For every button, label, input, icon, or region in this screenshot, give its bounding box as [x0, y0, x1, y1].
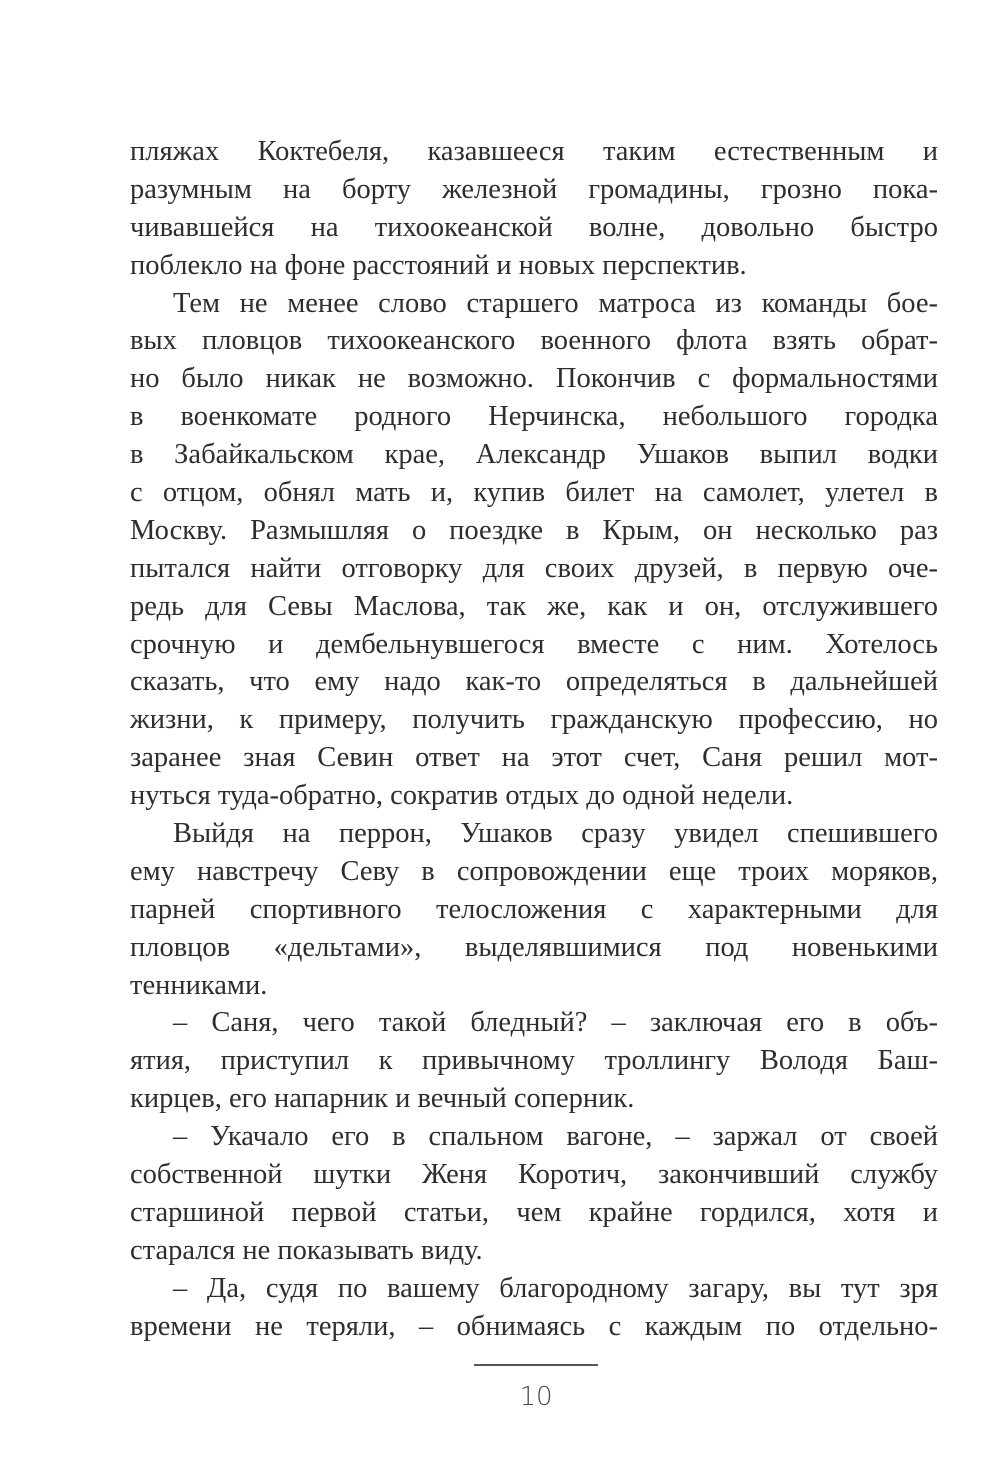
- text-line: в Забайкальском крае, Александр Ушаков выпил водки: [130, 439, 938, 471]
- text-line: поблекло на фоне расстояний и новых перспектив.: [130, 249, 747, 281]
- text-line: ятия, приступил к привычному троллингу Володя Баш-: [130, 1045, 938, 1077]
- text-line: кирцев, его напарник и вечный соперник.: [130, 1083, 635, 1115]
- text-line: тенниками.: [130, 969, 268, 1001]
- text-line: пловцов «дельтами», выделявшимися под новенькими: [130, 931, 938, 963]
- text-line: пляжах Коктебеля, казавшееся таким естественным и: [130, 136, 938, 167]
- text-line: собственной шутки Женя Коротич, закончивший службу: [130, 1159, 938, 1191]
- text-line: вых пловцов тихоокеанского военного флота взять обрат-: [130, 325, 938, 357]
- text-line: нуться туда-обратно, сократив отдых до одной недели.: [130, 780, 794, 812]
- text-line: – Саня, чего такой бледный? – заключая его в объ-: [173, 1007, 938, 1039]
- text-line: сказать, что ему надо как-то определяться в дальнейшей: [130, 666, 938, 698]
- text-line: Выйдя на перрон, Ушаков сразу увидел спешившего: [173, 818, 938, 850]
- text-line: Москву. Размышляя о поездке в Крым, он несколько раз: [130, 514, 938, 546]
- text-line: разумным на борту железной громадины, грозно пока-: [130, 173, 938, 205]
- text-line: ему навстречу Севу в сопровождении еще троих моряков,: [130, 855, 938, 887]
- text-line: старшиной первой статьи, чем крайне гордился, хотя и: [130, 1196, 938, 1228]
- text-line: срочную и дембельнувшегося вместе с ним. Хотелось: [130, 628, 938, 660]
- footer-rule: [474, 1364, 598, 1366]
- text-line: заранее зная Севин ответ на этот счет, Саня решил мот-: [130, 742, 938, 774]
- text-line: старался не показывать виду.: [130, 1234, 483, 1266]
- body-text: [130, 133, 938, 1346]
- text-line: – Укачало его в спальном вагоне, – заржал от своей: [173, 1121, 938, 1153]
- page-number: 10: [519, 1382, 553, 1412]
- text-line: жизни, к примеру, получить гражданскую профессию, но: [130, 704, 938, 736]
- text-line: редь для Севы Маслова, так же, как и он, отслужившего: [130, 590, 938, 622]
- text-line: – Да, судя по вашему благородному загару, вы тут зря: [173, 1272, 938, 1304]
- text-line: в военкомате родного Нерчинска, небольшого городка: [130, 401, 938, 433]
- text-line: чивавшейся на тихоокеанской волне, довольно быстро: [130, 211, 938, 243]
- text-line: времени не теряли, – обнимаясь с каждым по отдельно-: [130, 1310, 938, 1342]
- text-line: с отцом, обнял мать и, купив билет на самолет, улетел в: [130, 477, 938, 509]
- text-line: Тем не менее слово старшего матроса из команды бое-: [173, 287, 938, 319]
- text-line: но было никак не возможно. Покончив с формальностями: [130, 363, 938, 395]
- text-line: пытался найти отговорку для своих друзей, в первую оче-: [130, 552, 938, 584]
- text-line: парней спортивного телосложения с характерными для: [130, 893, 938, 925]
